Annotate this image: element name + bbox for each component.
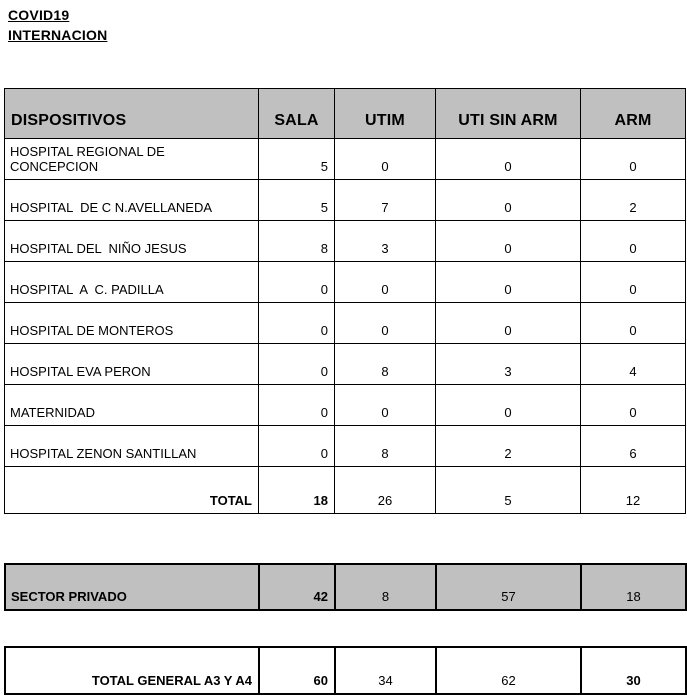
total-general-row bbox=[5, 647, 686, 694]
total-general-label-cell: TOTAL GENERAL A3 Y A4 bbox=[5, 647, 259, 694]
row-label-cell: HOSPITAL DE C N.AVELLANEDA bbox=[5, 180, 259, 221]
sala-cell: 5 bbox=[259, 139, 335, 180]
total-uti-sin-arm-cell: 5 bbox=[436, 467, 581, 514]
sala-cell: 0 bbox=[259, 344, 335, 385]
row-label-cell: HOSPITAL REGIONAL DE CONCEPCION bbox=[5, 139, 259, 180]
uti-sin-arm-cell: 0 bbox=[436, 303, 581, 344]
utim-cell: 0 bbox=[335, 303, 436, 344]
utim-cell: 0 bbox=[335, 385, 436, 426]
utim-cell: 0 bbox=[335, 139, 436, 180]
sector-privado-utim-cell: 8 bbox=[335, 564, 436, 610]
arm-cell: 0 bbox=[581, 221, 686, 262]
arm-cell: 0 bbox=[581, 303, 686, 344]
sala-cell: 0 bbox=[259, 385, 335, 426]
total-general-utim-cell: 34 bbox=[335, 647, 436, 694]
row-label-cell: HOSPITAL DEL NIÑO JESUS bbox=[5, 221, 259, 262]
dispositivos-table bbox=[4, 88, 686, 514]
utim-cell: 8 bbox=[335, 344, 436, 385]
total-sala-cell: 18 bbox=[259, 467, 335, 514]
table-row bbox=[5, 344, 686, 385]
sala-cell: 5 bbox=[259, 180, 335, 221]
uti-sin-arm-cell: 0 bbox=[436, 262, 581, 303]
column-header-arm: ARM bbox=[581, 89, 686, 139]
total-label-cell: TOTAL bbox=[5, 467, 259, 514]
utim-cell: 0 bbox=[335, 262, 436, 303]
row-label-cell: HOSPITAL EVA PERON bbox=[5, 344, 259, 385]
title-line-internacion: INTERNACION bbox=[8, 27, 108, 43]
sector-privado-arm-cell: 18 bbox=[581, 564, 686, 610]
arm-cell: 2 bbox=[581, 180, 686, 221]
utim-cell: 7 bbox=[335, 180, 436, 221]
row-label-cell: HOSPITAL A C. PADILLA bbox=[5, 262, 259, 303]
table-row bbox=[5, 221, 686, 262]
table-row bbox=[5, 180, 686, 221]
sector-privado-row bbox=[5, 564, 686, 610]
column-header-utim: UTIM bbox=[335, 89, 436, 139]
uti-sin-arm-cell: 0 bbox=[436, 221, 581, 262]
uti-sin-arm-cell: 2 bbox=[436, 426, 581, 467]
table-row bbox=[5, 385, 686, 426]
sala-cell: 0 bbox=[259, 426, 335, 467]
total-arm-cell: 12 bbox=[581, 467, 686, 514]
column-header-uti-sin-arm: UTI SIN ARM bbox=[436, 89, 581, 139]
sector-privado-table bbox=[4, 563, 687, 611]
sector-privado-label-cell: SECTOR PRIVADO bbox=[5, 564, 259, 610]
total-row bbox=[5, 467, 686, 514]
uti-sin-arm-cell: 0 bbox=[436, 385, 581, 426]
column-header-dispositivos: DISPOSITIVOS bbox=[5, 89, 259, 139]
sala-cell: 8 bbox=[259, 221, 335, 262]
total-utim-cell: 26 bbox=[335, 467, 436, 514]
total-general-arm-cell: 30 bbox=[581, 647, 686, 694]
uti-sin-arm-cell: 0 bbox=[436, 139, 581, 180]
sector-privado-sala-cell: 42 bbox=[259, 564, 335, 610]
table-row bbox=[5, 139, 686, 180]
sala-cell: 0 bbox=[259, 303, 335, 344]
arm-cell: 0 bbox=[581, 262, 686, 303]
sala-cell: 0 bbox=[259, 262, 335, 303]
title-line-covid19: COVID19 bbox=[8, 7, 70, 23]
utim-cell: 8 bbox=[335, 426, 436, 467]
arm-cell: 0 bbox=[581, 139, 686, 180]
row-label-cell: MATERNIDAD bbox=[5, 385, 259, 426]
header-row bbox=[5, 89, 686, 139]
uti-sin-arm-cell: 0 bbox=[436, 180, 581, 221]
uti-sin-arm-cell: 3 bbox=[436, 344, 581, 385]
table-row bbox=[5, 426, 686, 467]
report-title bbox=[8, 5, 107, 45]
total-general-uti-sin-arm-cell: 62 bbox=[436, 647, 581, 694]
arm-cell: 4 bbox=[581, 344, 686, 385]
table-row bbox=[5, 262, 686, 303]
arm-cell: 6 bbox=[581, 426, 686, 467]
total-general-sala-cell: 60 bbox=[259, 647, 335, 694]
total-general-table bbox=[4, 646, 687, 695]
sector-privado-uti-sin-arm-cell: 57 bbox=[436, 564, 581, 610]
row-label-cell: HOSPITAL DE MONTEROS bbox=[5, 303, 259, 344]
arm-cell: 0 bbox=[581, 385, 686, 426]
column-header-sala: SALA bbox=[259, 89, 335, 139]
utim-cell: 3 bbox=[335, 221, 436, 262]
row-label-cell: HOSPITAL ZENON SANTILLAN bbox=[5, 426, 259, 467]
table-row bbox=[5, 303, 686, 344]
